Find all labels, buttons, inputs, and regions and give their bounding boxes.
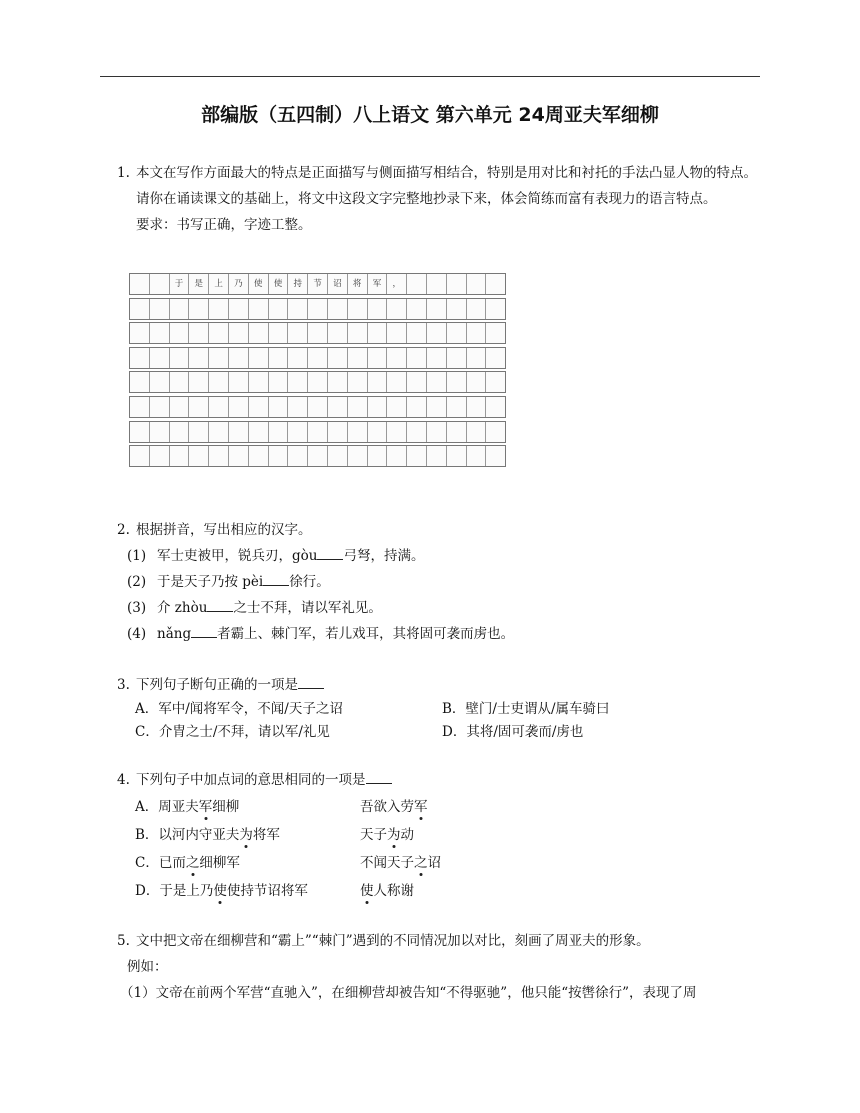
- grid-cell[interactable]: [427, 348, 447, 368]
- question-stem-text: 下列句子中加点词的意思相同的一项是: [136, 772, 366, 788]
- grid-cell[interactable]: [328, 446, 348, 466]
- grid-cell[interactable]: [348, 323, 368, 343]
- grid-cell[interactable]: [170, 299, 190, 319]
- option-d[interactable]: D．其将/固可袭而/虏也: [442, 724, 584, 740]
- grid-cell[interactable]: [170, 372, 190, 392]
- grid-cell[interactable]: [447, 323, 467, 343]
- grid-row[interactable]: [129, 421, 506, 443]
- question-number: 1.: [117, 165, 130, 181]
- option-b[interactable]: B．以河内守亚夫为将军: [135, 827, 280, 843]
- grid-cell[interactable]: [368, 446, 388, 466]
- grid-cell[interactable]: [368, 397, 388, 417]
- grid-cell[interactable]: [368, 323, 388, 343]
- grid-cell[interactable]: [130, 348, 150, 368]
- question-stem-text: 下列句子断句正确的一项是: [136, 677, 298, 693]
- grid-row[interactable]: [129, 445, 506, 467]
- grid-cell[interactable]: [387, 397, 407, 417]
- grid-cell[interactable]: [427, 274, 447, 294]
- grid-cell[interactable]: [130, 397, 150, 417]
- answer-blank[interactable]: [317, 545, 343, 560]
- grid-cell[interactable]: [288, 372, 308, 392]
- grid-cell[interactable]: [368, 299, 388, 319]
- grid-cell[interactable]: [407, 372, 427, 392]
- grid-cell[interactable]: [209, 348, 229, 368]
- grid-cell[interactable]: [467, 323, 487, 343]
- grid-cell[interactable]: 持: [288, 274, 308, 294]
- grid-cell[interactable]: [348, 422, 368, 442]
- grid-cell[interactable]: [249, 397, 269, 417]
- option-d[interactable]: D．于是上乃使使持节诏将军: [135, 883, 308, 899]
- grid-cell[interactable]: [486, 372, 505, 392]
- word-pairs: [135, 793, 767, 905]
- grid-cell[interactable]: [269, 422, 289, 442]
- grid-cell[interactable]: [368, 372, 388, 392]
- grid-cell[interactable]: [229, 422, 249, 442]
- example-label: 例如：: [127, 959, 168, 975]
- grid-cell[interactable]: [269, 323, 289, 343]
- grid-cell[interactable]: [467, 348, 487, 368]
- grid-cell[interactable]: [229, 372, 249, 392]
- grid-cell[interactable]: [249, 348, 269, 368]
- grid-cell[interactable]: [427, 372, 447, 392]
- grid-cell[interactable]: [229, 299, 249, 319]
- writing-grid: [129, 273, 506, 470]
- grid-cell[interactable]: [427, 397, 447, 417]
- grid-cell[interactable]: [209, 299, 229, 319]
- grid-cell[interactable]: 于: [170, 274, 190, 294]
- sub-item-number: (2): [127, 574, 147, 590]
- question-number: 5.: [117, 933, 130, 949]
- sub-item-text: 之士不拜，请以军礼见。: [233, 600, 382, 616]
- grid-cell[interactable]: [348, 397, 368, 417]
- grid-cell[interactable]: [308, 446, 328, 466]
- grid-cell[interactable]: [328, 397, 348, 417]
- grid-cell[interactable]: [427, 446, 447, 466]
- grid-cell[interactable]: [387, 299, 407, 319]
- grid-cell[interactable]: [447, 348, 467, 368]
- question-text: 本文在写作方面最大的特点是正面描写与侧面描写相结合，特别是用对比和衬托的手法凸显人物的特点。请你在诵读课文的基础上，将文中这段文字完整地抄录下来，体会简练而富有表现力的语言特点。: [136, 165, 757, 207]
- grid-row[interactable]: [129, 371, 506, 393]
- sub-item-text: 弓弩，持满。: [343, 548, 425, 564]
- grid-cell[interactable]: [467, 372, 487, 392]
- grid-cell[interactable]: [229, 397, 249, 417]
- grid-cell[interactable]: [249, 372, 269, 392]
- grid-cell[interactable]: [189, 397, 209, 417]
- answer-blank[interactable]: [366, 769, 392, 784]
- grid-cell[interactable]: [308, 397, 328, 417]
- grid-cell[interactable]: [387, 372, 407, 392]
- options-grid: [135, 698, 767, 744]
- grid-cell[interactable]: [170, 422, 190, 442]
- grid-cell[interactable]: [130, 274, 150, 294]
- grid-cell[interactable]: [130, 323, 150, 343]
- grid-cell[interactable]: [328, 323, 348, 343]
- sub-item-number: (4): [127, 626, 147, 642]
- grid-cell[interactable]: [486, 274, 505, 294]
- option-b[interactable]: B．壁门/士吏谓从/属车骑曰: [442, 701, 610, 717]
- grid-row[interactable]: [129, 347, 506, 369]
- grid-cell[interactable]: [407, 422, 427, 442]
- grid-cell[interactable]: [348, 299, 368, 319]
- grid-cell[interactable]: [328, 422, 348, 442]
- grid-cell[interactable]: [170, 323, 190, 343]
- option-d-compare: 使人称谢: [360, 883, 414, 899]
- sub-item-text: 者霸上、棘门军，若儿戏耳，其将固可袭而虏也。: [217, 626, 515, 642]
- grid-cell[interactable]: [209, 397, 229, 417]
- sub-item: [117, 543, 767, 569]
- question-number: 3.: [117, 677, 130, 693]
- grid-cell[interactable]: [170, 397, 190, 417]
- grid-cell[interactable]: [447, 372, 467, 392]
- grid-cell[interactable]: [407, 348, 427, 368]
- grid-cell[interactable]: [189, 299, 209, 319]
- grid-cell[interactable]: [189, 422, 209, 442]
- grid-cell[interactable]: 诏: [328, 274, 348, 294]
- option-a-compare: 吾欲入劳军: [360, 799, 428, 815]
- grid-cell[interactable]: [368, 422, 388, 442]
- grid-cell[interactable]: [249, 446, 269, 466]
- grid-cell[interactable]: [368, 348, 388, 368]
- grid-cell[interactable]: [308, 299, 328, 319]
- grid-cell[interactable]: [150, 446, 170, 466]
- grid-cell[interactable]: [308, 372, 328, 392]
- grid-cell[interactable]: ，: [387, 274, 407, 294]
- grid-cell[interactable]: [288, 397, 308, 417]
- grid-row: [129, 273, 506, 295]
- grid-row[interactable]: [129, 322, 506, 344]
- grid-cell[interactable]: [288, 422, 308, 442]
- grid-cell[interactable]: [150, 397, 170, 417]
- grid-cell[interactable]: [387, 348, 407, 368]
- grid-cell[interactable]: [427, 299, 447, 319]
- sub-item-text: 徐行。: [289, 574, 330, 590]
- grid-cell[interactable]: [328, 372, 348, 392]
- grid-cell[interactable]: [308, 348, 328, 368]
- grid-cell[interactable]: 乃: [229, 274, 249, 294]
- answer-blank[interactable]: [191, 623, 217, 638]
- option-a[interactable]: A．军中/闻将军令，不闻/天子之诏: [135, 701, 343, 717]
- question-stem: 文中把文帝在细柳营和“霸上”“棘门”遇到的不同情况加以对比，刻画了周亚夫的形象。: [136, 933, 650, 949]
- grid-cell[interactable]: [269, 446, 289, 466]
- grid-row[interactable]: [129, 396, 506, 418]
- grid-cell[interactable]: [328, 348, 348, 368]
- sub-item: [117, 595, 767, 621]
- grid-cell[interactable]: [486, 323, 505, 343]
- grid-cell[interactable]: [130, 372, 150, 392]
- grid-cell[interactable]: [209, 446, 229, 466]
- question-stem: 根据拼音，写出相应的汉字。: [136, 522, 312, 538]
- grid-cell[interactable]: [130, 446, 150, 466]
- grid-cell[interactable]: [269, 348, 289, 368]
- grid-cell[interactable]: [467, 299, 487, 319]
- grid-cell[interactable]: [407, 446, 427, 466]
- grid-cell[interactable]: 上: [209, 274, 229, 294]
- sub-item-text: nǎng: [157, 626, 192, 642]
- page-title: 部编版（五四制）八上语文 第六单元 24周亚夫军细柳: [201, 104, 659, 126]
- grid-cell[interactable]: [189, 348, 209, 368]
- question-1: [117, 160, 767, 238]
- grid-cell[interactable]: [288, 299, 308, 319]
- grid-cell[interactable]: [229, 348, 249, 368]
- option-c[interactable]: C．已而之细柳军: [135, 855, 240, 871]
- grid-cell[interactable]: [189, 372, 209, 392]
- grid-cell[interactable]: [467, 422, 487, 442]
- grid-cell[interactable]: [328, 299, 348, 319]
- grid-cell[interactable]: [447, 274, 467, 294]
- grid-cell[interactable]: [407, 397, 427, 417]
- grid-cell[interactable]: [249, 323, 269, 343]
- grid-cell[interactable]: [308, 323, 328, 343]
- grid-cell[interactable]: 将: [348, 274, 368, 294]
- grid-cell[interactable]: [249, 422, 269, 442]
- example-line: （1）文帝在前两个军营“直驰入”，在细柳营却被告知“不得驱驰”，他只能“按辔徐行”，表现了周: [120, 985, 697, 1001]
- grid-cell[interactable]: [427, 422, 447, 442]
- question-5: [117, 928, 767, 1006]
- grid-cell[interactable]: 节: [308, 274, 328, 294]
- grid-cell[interactable]: [150, 348, 170, 368]
- grid-cell[interactable]: [467, 397, 487, 417]
- question-2: [117, 517, 767, 647]
- answer-blank[interactable]: [298, 674, 324, 689]
- grid-cell[interactable]: [447, 446, 467, 466]
- grid-cell[interactable]: [150, 323, 170, 343]
- grid-cell[interactable]: [229, 323, 249, 343]
- grid-cell[interactable]: [170, 348, 190, 368]
- grid-cell[interactable]: [130, 299, 150, 319]
- grid-cell[interactable]: [348, 446, 368, 466]
- grid-cell[interactable]: 使: [249, 274, 269, 294]
- grid-cell[interactable]: [486, 299, 505, 319]
- option-c[interactable]: C．介胄之士/不拜，请以军/礼见: [135, 724, 330, 740]
- grid-cell[interactable]: [150, 372, 170, 392]
- question-stem: [136, 672, 767, 698]
- question-stem: [136, 767, 767, 793]
- answer-blank[interactable]: [207, 597, 233, 612]
- answer-blank[interactable]: [263, 571, 289, 586]
- grid-cell[interactable]: [486, 397, 505, 417]
- grid-cell[interactable]: [308, 422, 328, 442]
- grid-cell[interactable]: [348, 372, 368, 392]
- sub-item-number: (1): [127, 548, 147, 564]
- grid-cell[interactable]: [486, 348, 505, 368]
- sub-item: [117, 621, 767, 647]
- sub-item-text: 于是天子乃按 pèi: [157, 574, 264, 590]
- grid-cell[interactable]: [486, 446, 505, 466]
- grid-cell[interactable]: [189, 446, 209, 466]
- grid-cell[interactable]: [447, 397, 467, 417]
- grid-cell[interactable]: 使: [269, 274, 289, 294]
- grid-cell[interactable]: [130, 422, 150, 442]
- sub-item-text: 军士吏被甲，锐兵刃，gòu: [157, 548, 318, 564]
- grid-cell[interactable]: [150, 274, 170, 294]
- grid-cell[interactable]: [249, 299, 269, 319]
- grid-cell[interactable]: [407, 323, 427, 343]
- grid-cell[interactable]: [209, 422, 229, 442]
- grid-cell[interactable]: [387, 422, 407, 442]
- grid-cell[interactable]: [387, 446, 407, 466]
- grid-cell[interactable]: [150, 299, 170, 319]
- option-b-compare: 天子为动: [360, 827, 414, 843]
- grid-cell[interactable]: [209, 372, 229, 392]
- grid-cell[interactable]: [407, 299, 427, 319]
- grid-cell[interactable]: [467, 446, 487, 466]
- question-number: 2.: [117, 522, 130, 538]
- grid-cell[interactable]: [288, 323, 308, 343]
- grid-row[interactable]: [129, 298, 506, 320]
- sub-item: [117, 569, 767, 595]
- question-3: [117, 672, 767, 744]
- grid-cell[interactable]: [269, 372, 289, 392]
- question-4: [117, 767, 767, 905]
- grid-cell[interactable]: 是: [189, 274, 209, 294]
- grid-cell[interactable]: [150, 422, 170, 442]
- grid-cell[interactable]: [447, 299, 467, 319]
- grid-cell[interactable]: [209, 323, 229, 343]
- grid-cell[interactable]: [170, 446, 190, 466]
- grid-cell[interactable]: [189, 323, 209, 343]
- grid-cell[interactable]: [486, 422, 505, 442]
- sub-item-number: (3): [127, 600, 147, 616]
- grid-cell[interactable]: [427, 323, 447, 343]
- grid-cell[interactable]: [407, 274, 427, 294]
- grid-cell[interactable]: [288, 348, 308, 368]
- question-number: 4.: [117, 772, 130, 788]
- grid-cell[interactable]: [387, 323, 407, 343]
- grid-cell[interactable]: [348, 348, 368, 368]
- grid-cell[interactable]: [269, 397, 289, 417]
- requirement-text: 要求：书写正确，字迹工整。: [136, 217, 312, 233]
- option-c-compare: 不闻天子之诏: [360, 855, 441, 871]
- grid-cell[interactable]: [288, 446, 308, 466]
- sub-item-text: 介 zhòu: [157, 600, 208, 616]
- grid-cell[interactable]: [269, 299, 289, 319]
- grid-cell[interactable]: [447, 422, 467, 442]
- grid-cell[interactable]: [467, 274, 487, 294]
- option-a[interactable]: A．周亚夫军细柳: [135, 799, 240, 815]
- grid-cell[interactable]: 军: [368, 274, 388, 294]
- header-rule: [100, 76, 760, 77]
- grid-cell[interactable]: [229, 446, 249, 466]
